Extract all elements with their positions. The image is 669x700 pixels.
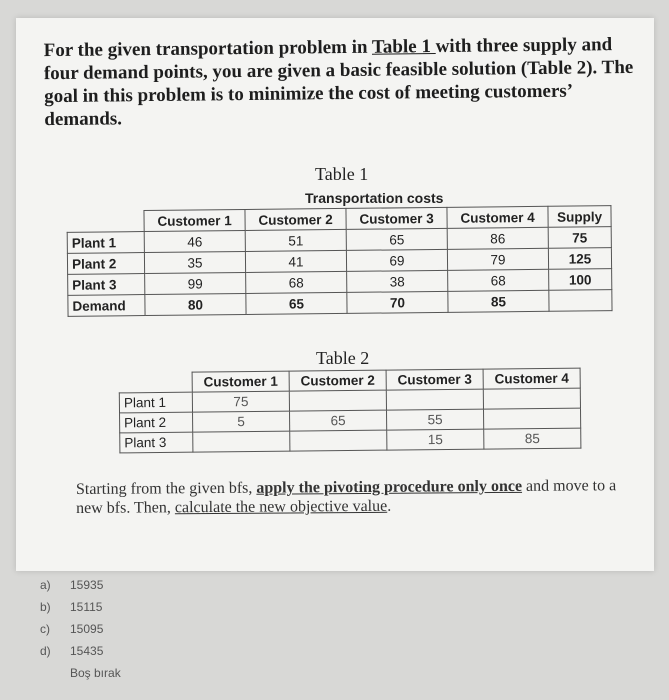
allocation-cell [289, 390, 386, 411]
cost-cell: 46 [144, 230, 245, 252]
allocation-cell: 15 [387, 429, 484, 450]
option-value: 15935 [70, 578, 104, 592]
allocation-cell: 65 [290, 410, 387, 431]
allocation-cell [483, 408, 580, 429]
option-letter: d) [40, 644, 51, 658]
corner-cell [119, 372, 192, 393]
row-header: Plant 3 [120, 432, 193, 453]
allocation-cell [290, 430, 387, 451]
allocation-cell: 85 [484, 428, 581, 449]
allocation-cell [386, 389, 483, 410]
table2-caption: Table 2 [316, 348, 370, 368]
allocation-cell: 75 [192, 391, 289, 412]
table1-caption: Table 1 [315, 164, 369, 184]
option-value: 15115 [70, 600, 103, 614]
option-value: 15435 [70, 644, 104, 658]
option-d[interactable] [40, 644, 103, 658]
col-header: Customer 2 [289, 370, 386, 391]
cost-cell: 79 [447, 248, 548, 270]
cost-cell: 68 [246, 271, 347, 293]
basic-feasible-solution-table [119, 368, 582, 454]
instruction-part: and move to a new bfs. Then, [76, 477, 617, 517]
col-header: Customer 1 [144, 209, 245, 231]
instruction-text [76, 476, 636, 518]
allocation-cell: 55 [386, 409, 483, 430]
question-prompt [44, 33, 645, 131]
row-header: Plant 2 [120, 412, 193, 433]
col-header: Customer 4 [483, 368, 580, 389]
supply-cell: 100 [549, 269, 612, 291]
empty-cell [549, 290, 612, 312]
col-header: Customer 4 [447, 206, 548, 228]
option-letter: b) [40, 600, 51, 614]
cost-cell: 41 [245, 250, 346, 272]
demand-cell: 70 [347, 291, 448, 313]
option-value: Boş bırak [70, 666, 121, 680]
row-header: Plant 1 [119, 392, 192, 413]
allocation-cell [483, 388, 580, 409]
supply-cell: 75 [548, 227, 611, 249]
cost-cell: 35 [144, 251, 245, 273]
col-header: Customer 1 [192, 371, 289, 392]
supply-cell: 125 [548, 248, 611, 270]
instruction-part: . [387, 497, 392, 515]
corner-cell [67, 211, 144, 233]
cost-cell: 68 [448, 269, 549, 291]
cost-cell: 51 [245, 229, 346, 251]
row-header: Plant 2 [67, 253, 144, 275]
col-header: Customer 2 [245, 208, 346, 230]
col-header: Customer 3 [346, 207, 447, 229]
row-header: Demand [68, 295, 145, 317]
instruction-part: Starting from the given bfs, [75, 479, 257, 498]
cost-cell: 38 [347, 270, 448, 292]
instruction-emphasis: apply the pivoting procedure only once [256, 477, 523, 497]
prompt-text-1: For the given transportation problem in [43, 36, 373, 62]
cost-cell: 69 [346, 249, 447, 271]
demand-cell: 65 [246, 292, 347, 314]
table1-subtitle: Transportation costs [305, 190, 444, 206]
col-header: Supply [548, 206, 611, 228]
cost-cell: 86 [447, 227, 548, 249]
prompt-table-ref: Table 1 [371, 36, 436, 58]
option-a[interactable] [40, 578, 103, 592]
option-value: 15095 [70, 622, 104, 636]
row-header: Plant 1 [67, 232, 144, 254]
option-leave-blank[interactable] [40, 666, 121, 680]
demand-cell: 80 [145, 293, 246, 315]
option-b[interactable] [40, 600, 102, 614]
option-letter: c) [40, 622, 50, 636]
instruction-emphasis: calculate the new objective value [174, 497, 388, 517]
demand-cell: 85 [448, 290, 549, 312]
col-header: Customer 3 [386, 369, 483, 390]
table-row [120, 428, 581, 453]
option-letter: a) [40, 578, 51, 592]
cost-cell: 65 [346, 228, 447, 250]
transportation-cost-table [66, 205, 612, 317]
row-header: Plant 3 [68, 274, 145, 296]
prompt-text-2: with three supply and four demand points, you are given a basic feasible solution (Table 2). The goal in this problem is to minimize the cost of meeting customers’ demands. [43, 34, 634, 131]
cost-cell: 99 [145, 272, 246, 294]
option-c[interactable] [40, 622, 103, 636]
allocation-cell: 5 [193, 411, 290, 432]
allocation-cell [193, 431, 290, 452]
